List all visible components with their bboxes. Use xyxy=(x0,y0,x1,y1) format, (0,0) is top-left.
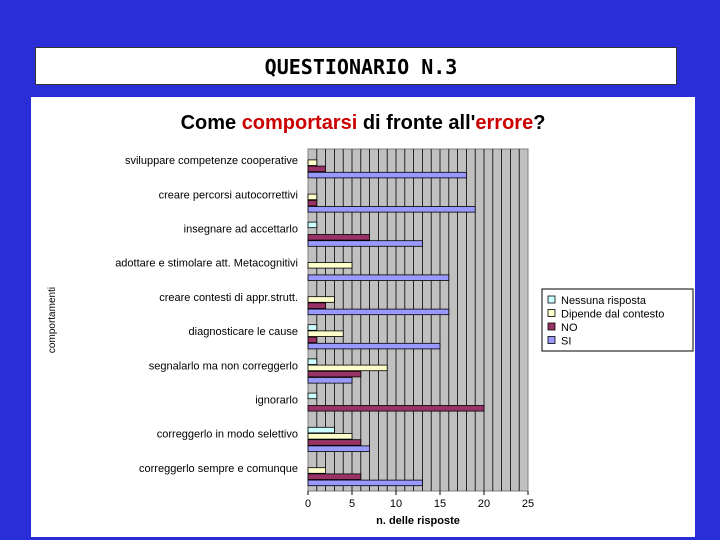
bar xyxy=(308,480,422,486)
slide-title: QUESTIONARIO N.3 xyxy=(264,55,458,79)
bar xyxy=(308,440,361,446)
chart-title-part: comportarsi xyxy=(241,112,358,134)
legend-swatch xyxy=(548,323,555,330)
category-label: sviluppare competenze cooperative xyxy=(124,155,298,168)
bar xyxy=(308,207,475,213)
bar xyxy=(308,263,352,269)
chart-panel xyxy=(31,97,695,537)
legend-label: SI xyxy=(561,335,572,348)
bar xyxy=(308,160,317,166)
bar xyxy=(308,337,317,343)
legend-swatch xyxy=(548,296,555,303)
bar xyxy=(308,222,317,228)
x-tick-label: 0 xyxy=(304,498,312,510)
bar xyxy=(308,194,317,200)
bar xyxy=(308,446,370,452)
bar-chart xyxy=(31,97,695,537)
bar xyxy=(308,434,352,440)
x-tick-label: 25 xyxy=(521,498,535,510)
legend-label: Dipende dal contesto xyxy=(561,308,665,321)
category-label: correggerlo in modo selettivo xyxy=(156,428,298,441)
x-tick-label: 5 xyxy=(348,498,356,510)
bar xyxy=(308,275,449,281)
bar xyxy=(308,378,352,384)
chart-title-part: errore xyxy=(475,112,534,134)
y-axis-title: comportamenti xyxy=(47,286,58,354)
bar xyxy=(308,297,334,303)
category-label: correggerlo sempre e comunque xyxy=(139,462,298,475)
bar xyxy=(308,343,440,349)
bar xyxy=(308,427,334,433)
category-label: creare percorsi autocorrettivi xyxy=(158,189,298,202)
bar xyxy=(308,166,326,172)
bar xyxy=(308,406,484,412)
bar xyxy=(308,371,361,377)
chart-title xyxy=(181,112,546,134)
category-label: creare contesti di appr.strutt. xyxy=(159,291,298,304)
x-tick-label: 10 xyxy=(389,498,403,510)
bar xyxy=(308,468,326,474)
category-label: adottare e stimolare att. Metacognitivi xyxy=(115,257,298,270)
bar xyxy=(308,331,343,337)
x-tick-label: 20 xyxy=(477,498,491,510)
bar xyxy=(308,241,422,247)
category-label: ignorarlo xyxy=(255,394,298,407)
bar xyxy=(308,303,326,309)
legend-swatch xyxy=(548,337,555,344)
bar xyxy=(308,359,317,365)
slide-title-box xyxy=(35,47,677,85)
category-label: diagnosticare le cause xyxy=(188,326,298,339)
bar xyxy=(308,235,370,241)
bar xyxy=(308,172,466,178)
bar xyxy=(308,474,361,480)
chart-title-part: ? xyxy=(533,112,546,134)
x-axis-title: n. delle risposte xyxy=(376,515,460,527)
category-label: segnalarlo ma non correggerlo xyxy=(148,360,298,373)
legend-label: Nessuna risposta xyxy=(561,295,646,307)
chart-title-part: Come xyxy=(180,112,242,134)
bar xyxy=(308,200,317,206)
chart-title-part: di fronte all' xyxy=(357,112,476,134)
category-label: insegnare ad accettarlo xyxy=(183,223,298,236)
legend-label: NO xyxy=(561,322,578,334)
bar xyxy=(308,309,449,315)
x-tick-label: 15 xyxy=(433,498,447,510)
legend-swatch xyxy=(548,310,555,317)
bar xyxy=(308,325,317,331)
bar xyxy=(308,393,317,399)
bar xyxy=(308,365,387,371)
